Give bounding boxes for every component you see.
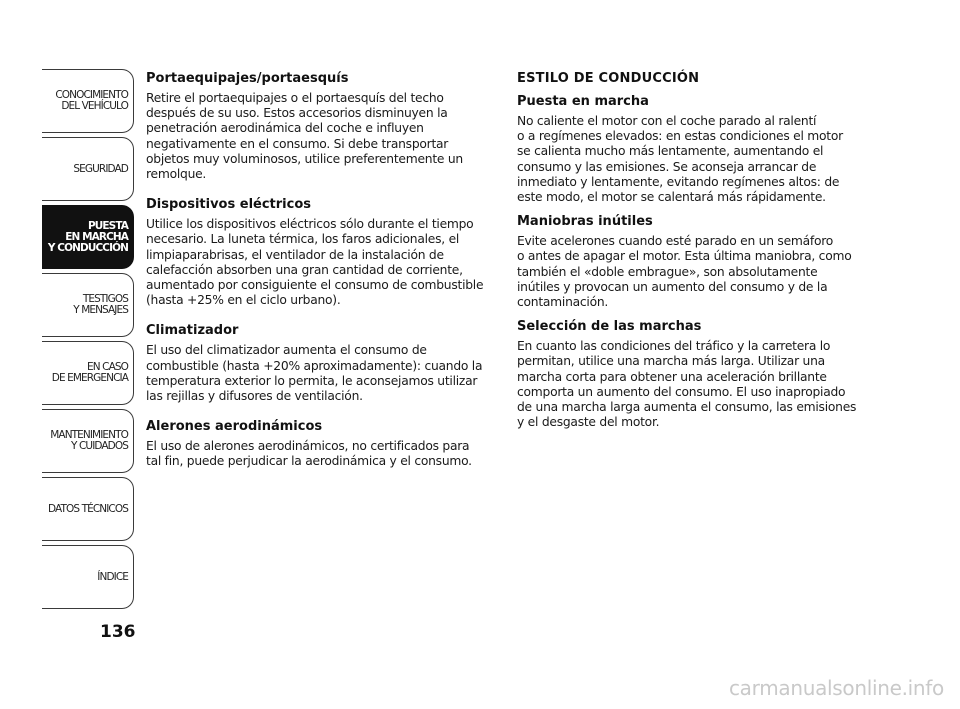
section-portaequipajes: [146, 70, 496, 182]
tab-seguridad[interactable]: [42, 137, 134, 201]
section-body: El uso del climatizador aumenta el consumo de combustible (hasta +20% aproximadamente): cuando la temperatura exterior lo permita, le aconsejamos utilizar las rejillas y difusores de ventilación.: [146, 343, 483, 404]
tab-label: TESTIGOS Y MENSAJES: [73, 293, 128, 316]
tab-puesta-en-marcha[interactable]: [42, 205, 134, 269]
tab-label: ÍNDICE: [97, 570, 128, 583]
chapter-tabs: [42, 69, 134, 613]
tab-label: CONOCIMIENTO DEL VEHÍCULO: [55, 89, 128, 112]
section-climatizador: [146, 322, 496, 404]
tab-conocimiento-del-vehiculo[interactable]: [42, 69, 134, 133]
section-heading: Alerones aerodinámicos: [146, 419, 323, 435]
left-column: [146, 70, 496, 484]
section-heading: Dispositivos eléctricos: [146, 197, 312, 213]
section-heading: Selección de las marchas: [517, 319, 702, 335]
section-body: En cuanto las condiciones del tráfico y la carretera lo permitan, utilice una marcha más larga. Utilizar una marcha corta para obtener una aceleración brillante comporta un aumento del consumo. El uso inapropiado de una marcha larga aumenta el consumo, las emisiones y el desgaste del motor.: [517, 339, 857, 430]
tab-testigos-y-mensajes[interactable]: [42, 273, 134, 337]
tab-label: PUESTA EN MARCHA Y CONDUCCIÓN: [47, 219, 128, 254]
chapter-section-title: ESTILO DE CONDUCCIÓN: [517, 71, 700, 86]
section-heading: Portaequipajes/portaesquís: [146, 71, 349, 86]
tab-label: DATOS TÉCNICOS: [48, 502, 128, 515]
section-body: Retire el portaequipajes o el portaesquís del techo después de su uso. Estos accesorios disminuyen la penetración aerodinámica del coche e influyen negativamente en el consumo. Si debe transportar objetos muy voluminosos, utilice preferentemente un remolque.: [146, 91, 463, 182]
section-heading: Puesta en marcha: [517, 94, 649, 109]
right-column: [517, 70, 872, 438]
section-alerones: [146, 418, 496, 469]
tab-indice[interactable]: [42, 545, 134, 609]
tab-datos-tecnicos[interactable]: [42, 477, 134, 541]
section-maniobras-inutiles: [517, 213, 872, 310]
section-seleccion-marchas: [517, 318, 872, 430]
section-heading: Maniobras inútiles: [517, 214, 653, 230]
tab-label: MANTENIMIENTO Y CUIDADOS: [50, 429, 128, 452]
section-dispositivos-electricos: [146, 196, 496, 308]
tab-label: EN CASO DE EMERGENCIA: [51, 361, 128, 384]
section-body: No caliente el motor con el coche parado al ralentí o a regímenes elevados: en estas condiciones el motor se calienta mucho más lentamente, aumentando el consumo y las emisiones. Se aconseja arrancar de inmediato y lentamente, evitando regímenes altos: de este modo, el motor se calentará más rápidamente.: [517, 114, 843, 205]
section-heading: Climatizador: [146, 323, 239, 339]
section-body: El uso de alerones aerodinámicos, no certificados para tal fin, puede perjudicar la aerodinámica y el consumo.: [146, 439, 472, 469]
watermark-text: carmanualsonline.info: [728, 676, 944, 700]
tab-label: SEGURIDAD: [73, 162, 128, 175]
section-puesta-en-marcha: [517, 93, 872, 205]
section-body: Evite acelerones cuando esté parado en un semáforo o antes de apagar el motor. Esta última maniobra, como también el «doble embrague», son absolutamente inútiles y provocan un aumento del consumo y de la contaminación.: [517, 234, 852, 310]
tab-en-caso-de-emergencia[interactable]: [42, 341, 134, 405]
section-body: Utilice los dispositivos eléctricos sólo durante el tiempo necesario. La luneta térmica, los faros adicionales, el limpiaparabrisas, el ventilador de la instalación de calefacción absorben una gran cantidad de corriente, aumentado por consiguiente el consumo de combustible (hasta +25% en el ciclo urbano).: [146, 217, 484, 308]
tab-mantenimiento-y-cuidados[interactable]: [42, 409, 134, 473]
page-number: 136: [100, 622, 136, 642]
